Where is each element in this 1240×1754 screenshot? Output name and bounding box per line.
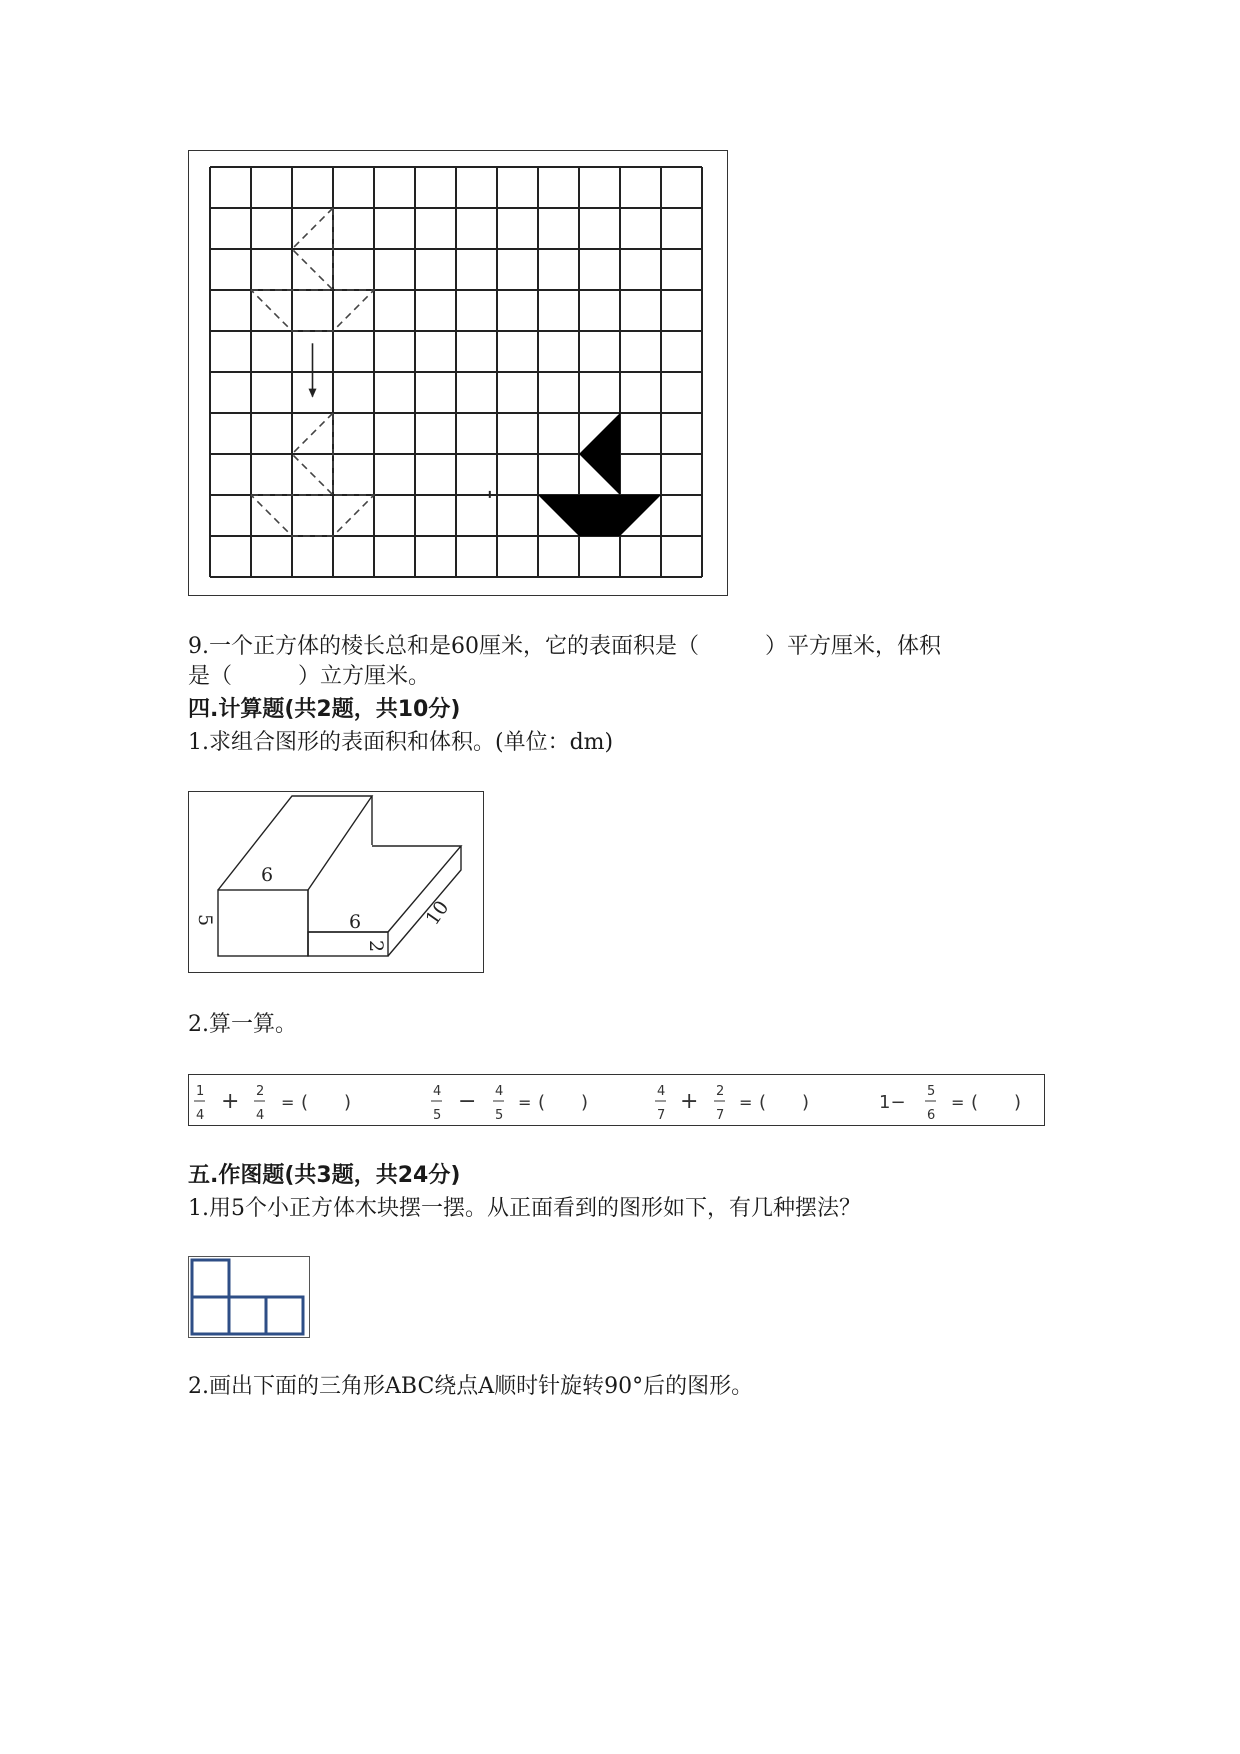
q9-line1: 9.一个正方体的棱长总和是60厘米，它的表面积是（ ）平方厘米，体积 (188, 634, 941, 659)
expr3-op: + (680, 1089, 699, 1114)
label-step-height: 2 (365, 940, 387, 953)
tall-block-top (218, 796, 372, 890)
fraction-expressions (189, 1075, 1046, 1127)
front-view-diagram (189, 1257, 309, 1337)
label-left-height: 5 (194, 914, 216, 927)
small-mark (489, 491, 491, 498)
dashed-boat-bottom-hull (251, 495, 374, 536)
cube-bottom-2 (229, 1297, 266, 1334)
dashed-boat-top-hull (251, 290, 374, 331)
step-side (388, 846, 461, 956)
expr2-blank: ( ) (538, 1092, 589, 1113)
expr3-b-den: 7 (716, 1108, 725, 1123)
q9-line2: 是（ ）立方厘米。 (188, 664, 431, 689)
expr4-prefix: 1− (879, 1092, 906, 1113)
section4-q1: 1.求组合图形的表面积和体积。(单位：dm) (188, 730, 614, 755)
expr1-eq: = (281, 1093, 295, 1112)
expr1-a-num: 1 (196, 1084, 205, 1099)
expr3-blank: ( ) (759, 1092, 810, 1113)
expr2-eq: = (518, 1093, 532, 1112)
section5-q1: 1.用5个小正方体木块摆一摆。从正面看到的图形如下，有几种摆法？ (188, 1196, 861, 1221)
label-top-length: 6 (261, 864, 274, 886)
expr1-blank: ( ) (301, 1092, 352, 1113)
expr2-b-num: 4 (495, 1084, 504, 1099)
cube-bottom-1 (192, 1297, 229, 1334)
section4-q2: 2.算一算。 (188, 1012, 297, 1037)
expr4-b-num: 5 (927, 1084, 936, 1099)
expr2-op: − (458, 1089, 477, 1114)
section5-heading: 五.作图题(共3题，共24分) (188, 1163, 461, 1188)
expr3-a-num: 4 (657, 1084, 666, 1099)
expr4-eq: = (951, 1093, 965, 1112)
cube-bottom-3 (266, 1297, 303, 1334)
move-arrow-head (309, 389, 317, 398)
black-boat-hull (538, 495, 661, 536)
expr1-b-num: 2 (256, 1084, 265, 1099)
expr1-op: + (221, 1089, 240, 1114)
expr2-a-den: 5 (433, 1108, 442, 1123)
composite-solid-diagram (189, 792, 485, 974)
expr2-a-num: 4 (433, 1084, 442, 1099)
label-step-length: 6 (349, 911, 362, 933)
grid-diagram (189, 151, 729, 597)
expr3-a-den: 7 (657, 1108, 666, 1123)
section4-heading: 四.计算题(共2题，共10分) (188, 697, 461, 722)
black-boat-sail (579, 413, 620, 495)
expr3-eq: = (739, 1093, 753, 1112)
expr3-b-num: 2 (716, 1084, 725, 1099)
expr4-blank: ( ) (971, 1092, 1022, 1113)
section5-q2: 2.画出下面的三角形ABC绕点A顺时针旋转90°后的图形。 (188, 1374, 754, 1399)
tall-block-front (218, 890, 308, 956)
grid-figure (188, 150, 728, 596)
expr2-b-den: 5 (495, 1108, 504, 1123)
expr1-b-den: 4 (256, 1108, 265, 1123)
front-view-figure (188, 1256, 310, 1338)
expr1-a-den: 4 (196, 1108, 205, 1123)
cube-top-left (192, 1260, 229, 1297)
fraction-expressions-box (188, 1074, 1045, 1126)
expr4-b-den: 6 (927, 1108, 936, 1123)
solid-figure (188, 791, 484, 973)
label-depth: 10 (421, 896, 454, 930)
